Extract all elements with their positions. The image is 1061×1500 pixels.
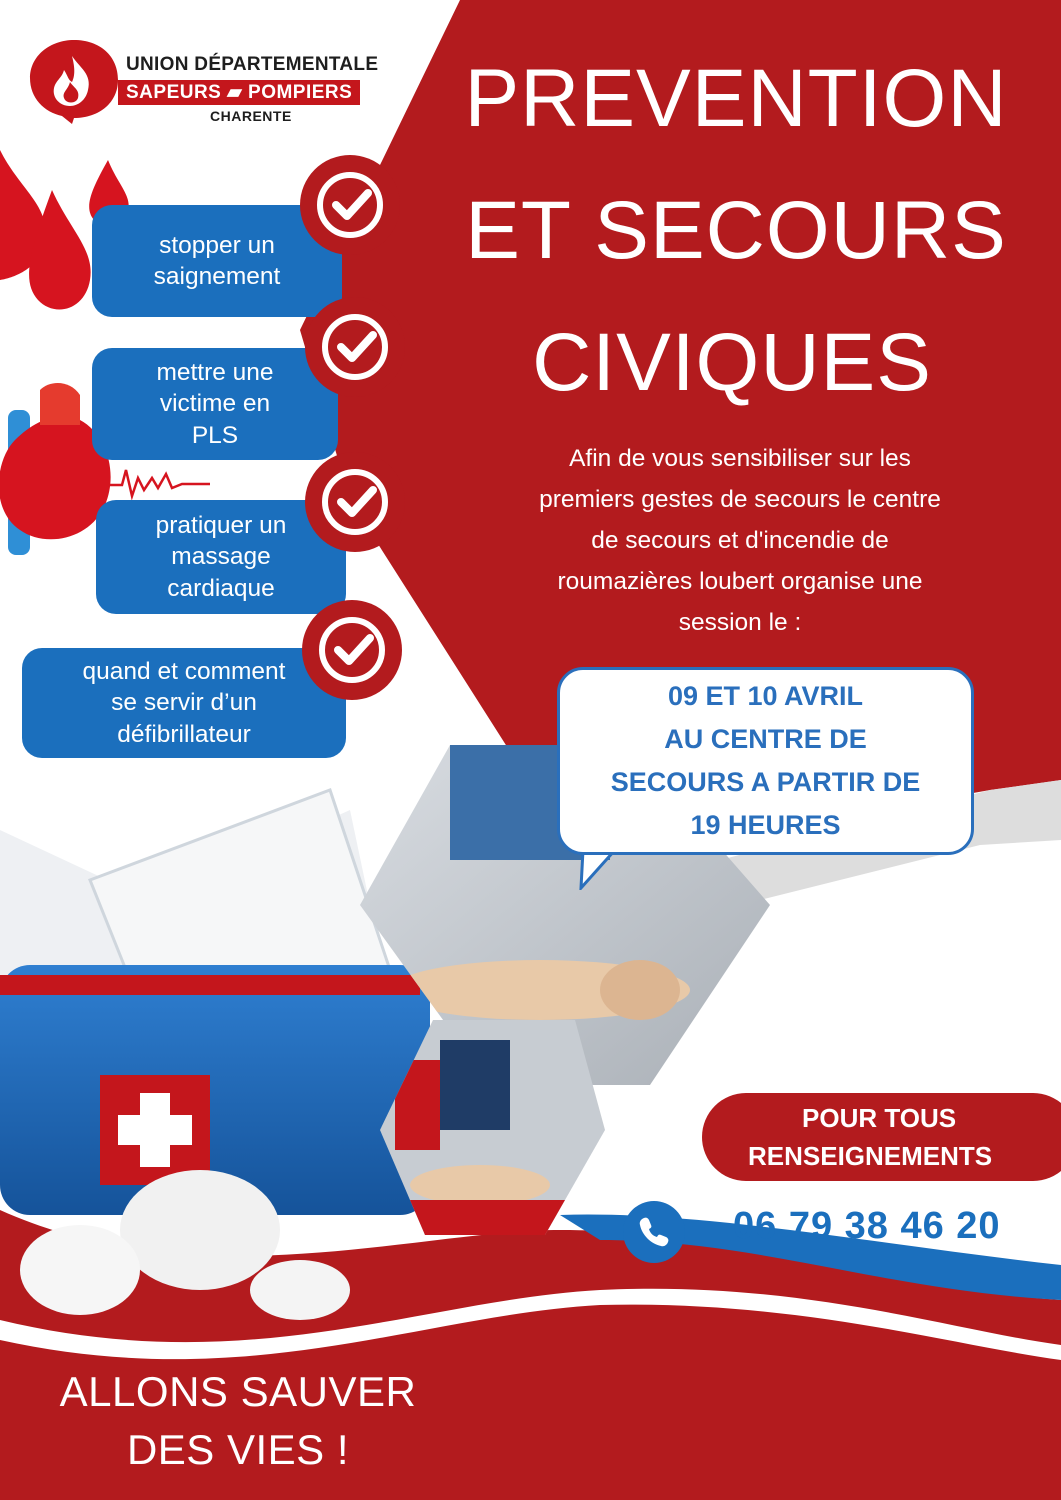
contact-heading-line: RENSEIGNEMENTS — [748, 1141, 993, 1171]
contact-heading-line: POUR TOUS — [802, 1103, 957, 1133]
check-icon — [305, 452, 405, 552]
session-place: SECOURS A PARTIR DE — [610, 767, 921, 797]
fire-logo-icon — [22, 38, 122, 124]
skill-text: quand et comment — [82, 657, 286, 685]
title-line-3: CIVIQUES — [532, 317, 932, 408]
skill-text: défibrillateur — [117, 720, 251, 748]
intro-line: session le : — [678, 609, 802, 636]
contact-heading — [702, 1093, 1061, 1181]
check-icon — [305, 297, 405, 397]
org-name-line1: UNION DÉPARTEMENTALE — [126, 54, 379, 75]
session-bubble — [557, 667, 974, 855]
session-place: AU CENTRE DE — [664, 724, 867, 754]
org-name-line2: SAPEURS ▰ POMPIERS — [118, 80, 360, 105]
slogan-line-1: ALLONS SAUVER — [59, 1368, 417, 1415]
intro-line: premiers gestes de secours le centre — [539, 486, 941, 513]
skill-text: cardiaque — [167, 574, 275, 602]
title-line-2: ET SECOURS — [465, 185, 1007, 276]
skill-text: stopper un — [159, 231, 275, 259]
intro-text — [490, 438, 990, 643]
slogan-line-2: DES VIES ! — [126, 1426, 350, 1473]
skill-text: mettre une — [156, 358, 274, 386]
phone-icon — [623, 1201, 685, 1263]
intro-line: Afin de vous sensibiliser sur les — [569, 445, 911, 472]
skill-text: se servir d’un — [111, 689, 257, 717]
phone-number[interactable]: 06 79 38 46 20 — [733, 1205, 1001, 1247]
skill-box-pls — [92, 348, 338, 460]
skill-text: saignement — [153, 263, 281, 290]
title-line-1: PREVENTION — [464, 53, 1008, 144]
session-date: 09 ET 10 AVRIL — [667, 681, 864, 711]
skill-text: massage — [171, 543, 271, 571]
first-aid-kit-icon — [0, 790, 430, 1320]
session-time: 19 HEURES — [690, 810, 841, 840]
bubble-tail — [575, 850, 615, 890]
skill-box-defibrillator — [22, 648, 346, 758]
intro-line: roumazières loubert organise une — [557, 568, 923, 595]
org-name-line3: CHARENTE — [210, 108, 292, 124]
check-icon — [302, 600, 402, 700]
intro-line: de secours et d'incendie de — [591, 527, 889, 554]
skill-text: pratiquer un — [155, 511, 287, 539]
skill-text: PLS — [191, 421, 239, 449]
skill-text: victime en — [159, 390, 271, 418]
check-icon — [300, 155, 400, 255]
